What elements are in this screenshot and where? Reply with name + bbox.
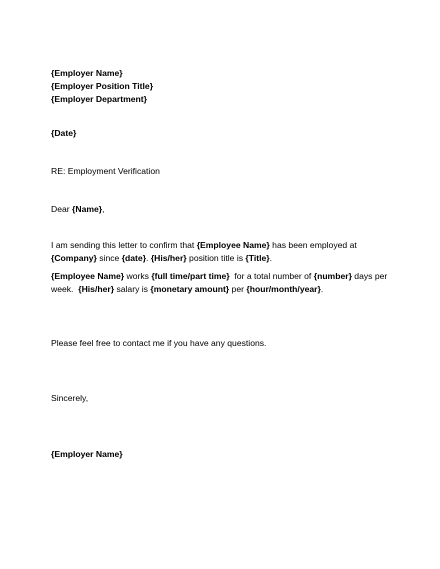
p2-text-3: days per (351, 271, 388, 281)
re-line (51, 165, 396, 178)
paragraph-1 (51, 239, 396, 265)
p1-text-2: has been employed at (269, 240, 357, 250)
p2-text-6: per (229, 284, 247, 294)
date-block (51, 127, 396, 140)
salutation-suffix: , (102, 204, 105, 214)
contact-line (51, 337, 396, 350)
employer-header (51, 67, 396, 106)
p2-text-1: works (124, 271, 152, 281)
paragraph-2 (51, 270, 396, 296)
p1-date: {date} (121, 253, 147, 263)
employer-position-title: {Employer Position Title} (51, 81, 154, 91)
p2-text-2: for a total number of (229, 271, 314, 281)
p1-text-4: . (146, 253, 151, 263)
p2-number: {number} (313, 271, 352, 281)
closing-text: Sincerely, (51, 393, 89, 403)
p1-title: {Title} (245, 253, 270, 263)
employer-department: {Employer Department} (51, 94, 147, 104)
signature-name: {Employer Name} (51, 449, 123, 459)
salutation-prefix: Dear (51, 204, 73, 214)
p1-text-3: since (96, 253, 122, 263)
p2-his-her: {His/her} (78, 284, 115, 294)
salutation-name: {Name} (72, 204, 103, 214)
closing (51, 392, 396, 405)
p2-monetary-amount: {monetary amount} (150, 284, 230, 294)
p2-employee-name: {Employee Name} (51, 271, 125, 281)
p1-text-1: I am sending this letter to confirm that (51, 240, 197, 250)
salutation (51, 203, 396, 216)
signature (51, 448, 396, 461)
letter-date: {Date} (51, 128, 77, 138)
p1-employee-name: {Employee Name} (196, 240, 270, 250)
p2-text-5: salary is (114, 284, 151, 294)
contact-line-text: Please feel free to contact me if you have any questions. (51, 338, 267, 348)
p2-text-7: . (320, 284, 324, 294)
p2-text-4: week. (51, 284, 79, 294)
p1-text-5: position title is (186, 253, 246, 263)
p1-his-her: {His/her} (150, 253, 187, 263)
p1-text-6: . (269, 253, 273, 263)
p1-company: {Company} (51, 253, 97, 263)
employer-name: {Employer Name} (51, 68, 123, 78)
p2-period: {hour/month/year} (246, 284, 321, 294)
re-line-text: RE: Employment Verification (51, 166, 160, 176)
p2-full-part-time: {full time/part time} (151, 271, 230, 281)
